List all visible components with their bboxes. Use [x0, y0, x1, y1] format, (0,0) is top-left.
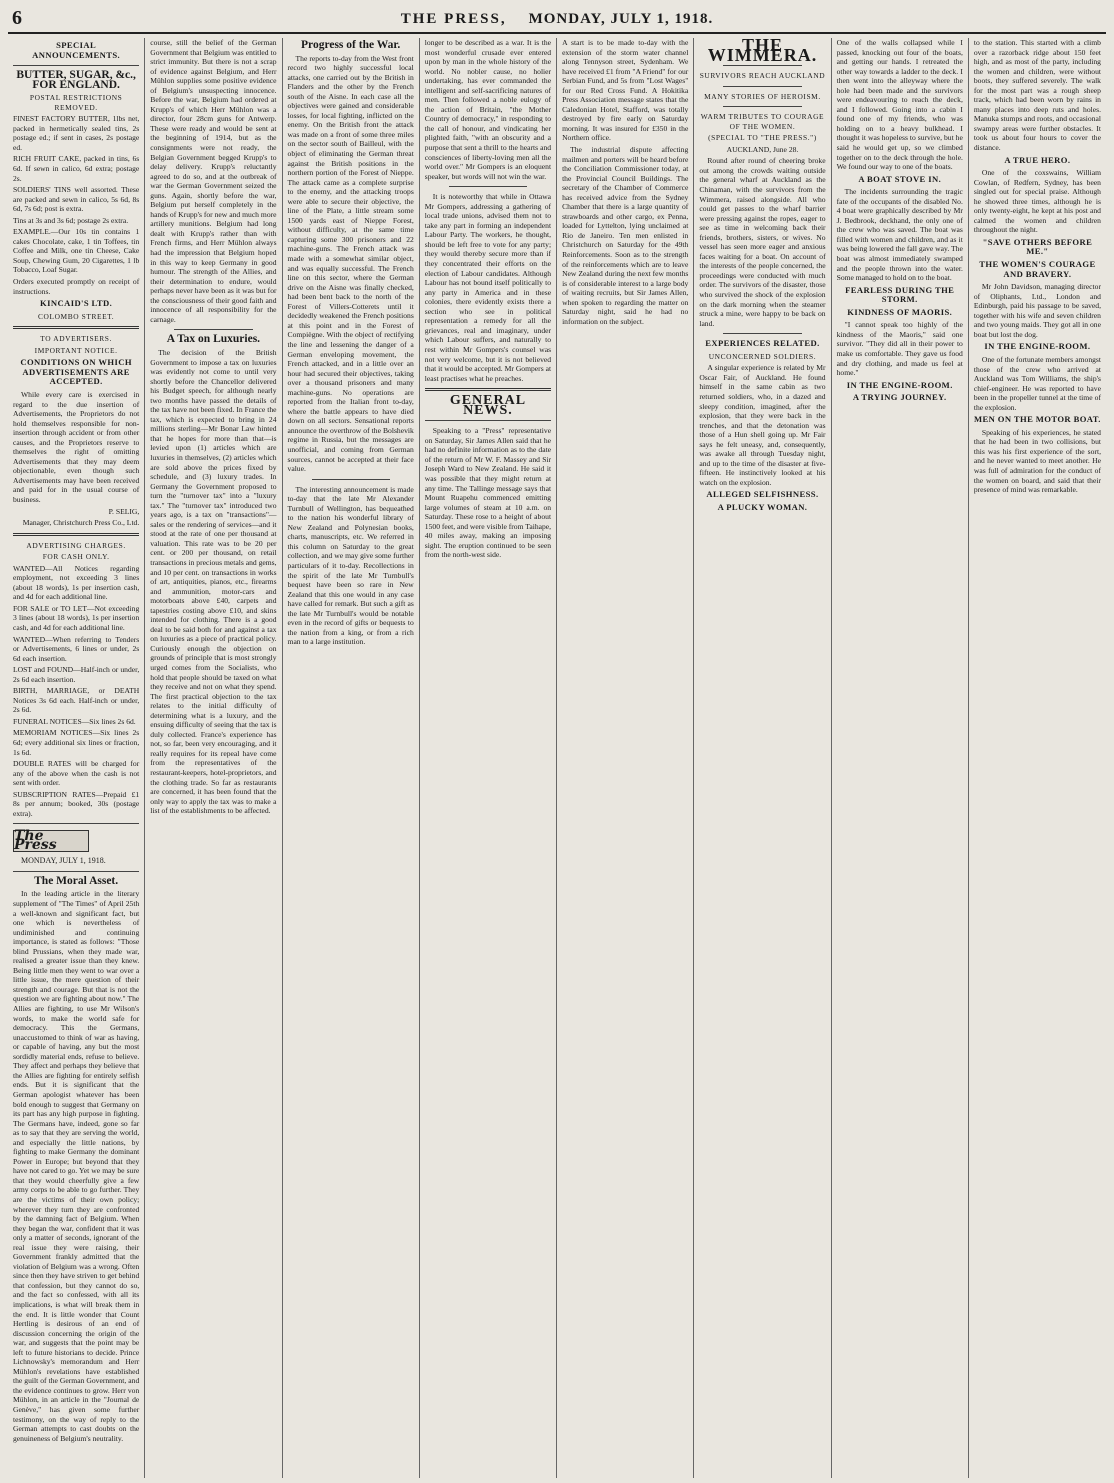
- wimmera-body: Round after round of cheering broke out among the crowds waiting outside the general wharf at Auckland as the Chinaman, with the survivors from the Wimmera, raised alongside. All who could get passes to the wharf barrier were pressing against the ropes, eager to see as time in welcoming back their friends, brothers, sisters, or wives. No vessel has seen more eager and anxious faces waiting for a boat. On account of the interests of the people concerned, the proceedings were conducted with much order. The survivors of the disaster, those who survived the shock of the explosion on the dark morning when the steamer struck a mine, were happy to be back on land.: [699, 156, 826, 328]
- editorial-date: MONDAY, JULY 1, 1918.: [21, 856, 106, 866]
- engine-room-body: One of the fortunate members amongst those of the crew who arrived at Auckland was Tom Williams, the ship's chief-engineer. He was reported to have been in the propeller tunnel at the time of the explosion.: [973, 354, 1101, 412]
- womens-courage-heading: THE WOMEN'S COURAGE AND BRAVERY.: [979, 259, 1096, 279]
- alleged-selfishness-heading: ALLEGED SELFISHNESS.: [706, 489, 819, 500]
- general-news-heading: GENERAL NEWS.: [449, 393, 527, 418]
- boat-stove-heading: A BOAT STOVE IN.: [858, 173, 942, 184]
- divider: [723, 86, 801, 87]
- journey-body: to the station. This started with a climb over a razorback ridge about 150 feet high, and as most of the party, including the women and children, were without boots, they suffered severely. The walk for the most part was a rough sheep track, which had been worn by rains in many places into deep ruts and holes. Manuka stumps and roots, and occasional swampy areas were further obstacles. It took us about four hours to cover the distance.: [973, 38, 1101, 153]
- wimmera-subheading: SURVIVORS REACH AUCKLAND: [699, 71, 826, 81]
- womens-courage-body: Mr John Davidson, managing director of Oliphants, Ltd., London and Edinburgh, paid his passage to be saved, together with his wife and seven children and two young maids. They got all in one boat but lost the dog.: [973, 282, 1101, 339]
- ad-line: RICH FRUIT CAKE, packed in tins, 6s 6d. If sewn in calico, 6d extra; postage 2s.: [13, 154, 140, 183]
- ad-line: SOLDIERS' TINS well assorted. These are packed and sewn in calico, 5s 6d, 8s 6d, 7s 6d; post is extra.: [13, 185, 140, 214]
- divider: [13, 823, 139, 824]
- column-4: [420, 38, 557, 1478]
- charge-line: FUNERAL NOTICES—Six lines 2s 6d.: [13, 716, 136, 726]
- columns-container: [8, 38, 1106, 1478]
- news-item: The industrial dispute affecting mailmen and porters will be heard before the Conciliation Commissioner today, at the Provincial Council Buildings. The secretary of the Chamber of Commerce has received advice from the Sydney Chamber that there is a large quantity of strawboards and other cargo, ex Penna, loaded for Lyttelton, lying unclaimed at Rio de Janeiro. Ten men enlisted in Christchurch on Saturday for the 49th Reinforcements. Soon as to the strength of the reinforcements which are to leave New Zealand during the next few months is of considerable interest to a large body of waiting recruits, but Sir James Allen, when spoken to regarding the matter on Saturday night, said he had no information on the subject.: [562, 145, 689, 326]
- wimmera-subheading: MANY STORIES OF HEROISM.: [704, 91, 821, 101]
- postal-restrictions: POSTAL RESTRICTIONS REMOVED.: [29, 93, 123, 112]
- dateline: AUCKLAND, June 28.: [726, 144, 799, 154]
- divider: [13, 871, 139, 872]
- moral-asset-body: In the leading article in the literary supplement of "The Times" of April 25th a well-known and significant fact, but one which is nevertheless of undiminished and continuing importance, is stated as follows: "Those blind Prussians, when they made war, realised a greater issue than they knew. Being little men they went to war over a little issue, the mere question of their strength and courage. But that is not the question we are fighting about now." The Allies are fighting, to use Mr Wilson's words, to make the world safe for democracy. This the Germans, unaccustomed to think of war as having, or capable of having, any but the most sordidly material ends, refuse to believe. They affect and perhaps they believe that the Allies are fighting for entirely selfish ends. But it is significant that the German apologist whatever has been bold enough to suggest that Germany on its part has any high purpose in fighting. The Germans have, indeed, gone so far as to say that they are serving the world, and especially the little nations, by fighting to make Germany the dominant Power in Europe; but beyond that they have not cared to go. Yet we may be sure that they would cheerfully give a few army corps to be able to go further. They are the victims of their own policy; wherever they turn they are confronted by the damning fact of Belgium. When they began the war, confident that it was only a matter of seconds, ignorant of the real issue they were raising, their Government frankly admitted that the violation of Belgium was a wrong. Often since then they have striven to get behind that confession, but they cannot do so, and the fact so confessed, with all its implications, is what will break them in the end. It is little wonder that Count Hertling is desirous of an end of discussion concerning the origin of the war, and suggests that the point may be left to future historians to decide. Prince Lichnowsky's memorandum and Herr Mühlon's revelations have established the guilt of the German Government, and the evidence continues to grow. Herr von Mühlon, in an article in the "Journal de Genève," has given some further testimony, on the way of reply to the German attempts to cast doubts on the genuineness of Belgium's neutrality.: [13, 889, 140, 1443]
- column-6: [694, 38, 831, 1478]
- general-news-body: Speaking to a "Press" representative on Saturday, Sir James Allen said that he had no definite information as to the date of the return of Mr W. F. Massey and Sir Joseph Ward to New Zealand. He said it was possible that they might return at any time. The Tallinge message says that Mount Ruapehu commenced emitting large volumes of steam at 10 a.m. on Saturday. These rose to a height of about 1500 feet, and were visible from Taihape, 40 miles away, making an imposing sight. The eruption continued to be seen from the north-west side.: [424, 426, 552, 560]
- kincaids-address: COLOMBO STREET.: [38, 311, 115, 321]
- column-5: [557, 38, 694, 1478]
- to-advertisers-heading: TO ADVERTISERS.: [40, 334, 112, 344]
- divider: [13, 65, 139, 66]
- survivor-account: One of the walls collapsed while I passed, knocking out four of the boats, and getting our hands. I retreated the other way towards a ladder to the deck. I then went into the alleyway where the hole had been made and the survivors were endeavouring to reach the deck, and I followed. Going into a cabin I found one of my friends, who was holding on to a heavy bulkhead. I thought it was hopeless to survive, but he said he would get up, so we climbed together on to the deck through the hole. We found our way to one of the boats.: [836, 38, 963, 172]
- moral-asset-heading: The Moral Asset.: [34, 874, 119, 887]
- unconcerned-heading: UNCONCERNED SOLDIERS.: [708, 351, 817, 361]
- charge-line: LOST and FOUND—Half-inch or under, 2s 6d each insertion.: [13, 665, 140, 684]
- save-others-heading: "SAVE OTHERS BEFORE ME.": [982, 236, 1093, 257]
- cash-only-heading: FOR CASH ONLY.: [42, 552, 110, 562]
- engine-room-heading: IN THE ENGINE-ROOM.: [846, 379, 953, 390]
- charge-line: FOR SALE or TO LET—Not exceeding 3 lines (about 18 words), 1s per insertion cash, and 4d for each additional line.: [13, 603, 140, 632]
- ad-line: Tins at 3s and 3s 6d; postage 2s extra.: [13, 215, 129, 225]
- divider: [723, 106, 801, 107]
- interesting-body: The interesting announcement is made to-day that the late Mr Alexander Turnbull of Wellington, has bequeathed to the nation his wonderful library of New Zealand and Polynesian books, charts, manuscripts, etc. We referred in this column on Saturday to the great collection, and we may give some further particulars of it to-day. Recollections in the spirit of the late Mr Turnbull's bequest have been so rare in New Zealand that this one would in any case have called for remark. But such a gift as the late Mr Turnbull's would be notable even in the record of gifts or bequests to the nation from a king, or from a rich man to a large institution.: [287, 484, 414, 647]
- kincaids-name: KINCAID'S LTD.: [40, 298, 113, 309]
- progress-war-body: The reports to-day from the West front record two highly successful local attacks, one carried out by the British in Flanders and the other by the French south of the Aisne. In each case all the objectives were gained and considerable losses, for local fighting, inflicted on the enemy. On the British front the attack was made on a front of some three miles on the sector south of Bailleul, with the object of eliminating the German threat against the British positions in the northern portion of the Forest of Nieppe. The attack came as a complete surprise to the enemy, and the attacking troops were able to secure their objective, the line of the Plate, a little stream some 1500 yards east of Nieppe Forest, without difficulty, at the same time capturing some 300 prisoners and 22 machine-guns. The French attack was made with a somewhat similar object, and was equally successful. The French line on this sector, where the German drive on the Aisne was finally checked, had been bent back to the north of the Forest of Villers-Cotterets until it decidedly weakened the French positions at this point and in the Forest of Compiègne. With the object of rectifying the line and lessening the danger of a German enveloping movement, the French attacked, and in a little over an hour had secured their objectives, taking over a thousand prisoners and many machine-guns. No operations are reported from the Italian front to-day, where the battle appears to have died down on all sectors. Sensational reports announce the overthrow of the Bolshevik regime in Russia, but the messages are unofficial, and coming from German sources, cannot be accepted at their face value.: [287, 53, 414, 474]
- column-8: [969, 38, 1106, 1478]
- issue-date: MONDAY, JULY 1, 1918.: [528, 10, 714, 27]
- divider: [13, 326, 139, 329]
- divider: [723, 333, 801, 334]
- masthead: [8, 6, 1106, 34]
- conditions-body: While every care is exercised in regard to the due insertion of Advertisements, the Proprietors do not hold themselves responsible for non-insertion through accident or from other causes, and the Proprietors reserve to themselves the right of omitting Advertisements that they may deem objectionable, even though such Advertisements may have been received and paid for in the usual course of business.: [13, 389, 140, 504]
- column-3: [283, 38, 420, 1478]
- paper-logo-block: [13, 827, 139, 854]
- important-notice-heading: IMPORTANT NOTICE.: [34, 345, 118, 355]
- article-continuation: course, still the belief of the German Government that Belgium was entitled to strict immunity. But there is not a scrap of evidence against Belgium, and Herr Mühlon supplies some positive evidence of Belgium's unsuspecting innocence. Before the war, Belgium had ordered at Krupp's of which Herr Mühlon was a director, four 28cm guns for Antwerp. These were ready and would be sent at the beginning of 1914, but as the consignments were not ready, the Belgian Government begged Krupp's to delay delivery. Krupp's reluctantly agreed to do so, and at the outbreak of war the German Government seized the guns. Again, shortly before the war, Belgium put herself completely in the hands of Krupp's for new and much more artillery munitions. Belgium had long dealt with Krupp's rather than with French firms, and Herr Mühlon always had the impression that Belgium hoped in this way to keep Germany in good humour. The strength of the Allies, and their determination to endure, would perhaps never have been as it was but for the consciousness of their good faith and innocence of all responsibility for the carnage.: [150, 38, 277, 324]
- plucky-woman-heading: A PLUCKY WOMAN.: [717, 501, 808, 512]
- signoff-title: Manager, Christchurch Press Co., Ltd.: [22, 518, 140, 528]
- column-7: [832, 38, 969, 1478]
- divider: [723, 65, 801, 66]
- advertising-charges-heading: ADVERTISING CHARGES.: [26, 540, 126, 550]
- charge-line: SUBSCRIPTION RATES—Prepaid £1 8s per annum; booked, 30s (postage extra).: [13, 789, 140, 818]
- ad-line: FINEST FACTORY BUTTER, 1lbs net, packed in hermetically sealed tins, 2s postage ed.; if sent in cases, 2s postage ed.: [13, 114, 140, 152]
- experiences-body: A singular experience is related by Mr Oscar Fair, of Auckland. He found himself in the same cabin as two returned soldiers, who, in a dazed and sleepy condition, imagined, after the explosion, that they were back in the trenches, and that the detonation was those of a Hun shell going up. Mr Fair says he felt uneasy, and, consequently, was awake all through Tuesday night, and up to the time of the disaster at five-fifteen. He instinctively looked at his watch on the explosion.: [699, 363, 826, 487]
- wimmera-heading: THE WIMMERA.: [707, 38, 818, 65]
- divider: [425, 388, 551, 391]
- conditions-heading: CONDITIONS ON WHICH ADVERTISEMENTS ARE ACCEPTED.: [20, 357, 132, 387]
- charge-line: MEMORIAM NOTICES—Six lines 2s 6d; every additional six lines or fraction, 1s 6d.: [13, 728, 140, 757]
- signoff-name: P. SELIG,: [108, 506, 140, 516]
- divider: [425, 420, 551, 421]
- divider: [449, 186, 527, 187]
- special-announcements-heading: SPECIAL ANNOUNCEMENTS.: [32, 40, 121, 60]
- ad-line: Orders executed promptly on receipt of instructions.: [13, 277, 140, 296]
- true-hero-body: One of the coxswains, William Cowlan, of Redfern, Sydney, has been singled out for special praise. Although he showed three times, although he is only twenty-eight, he kept at his post and calmed the women and children throughout the night.: [973, 168, 1101, 235]
- gompers-body: longer to be described as a war. It is the most wonderful crusade ever entered upon by man in the whole history of the world. No nobler cause, no holier undertaking, has ever commanded the intelligent and self-sacrificing natures of men. Then followed a noble eulogy of the action of Britain, "the Mother Country of democracy," in responding to the call of honour, and vindicating her plighted faith, "with an obscurity and a purpose that sent a thrill to the hearts and consciences of liberty-loving men all the world over." Mr Gompers is an eloquent speaker, but words will not win the war.: [424, 38, 552, 181]
- press-logo: The Press: [13, 830, 89, 852]
- kindness-heading: KINDNESS OF MAORIS.: [847, 306, 953, 317]
- divider: [13, 533, 139, 536]
- charge-line: WANTED—When referring to Tenders or Advertisements, 6 lines or under, 2s 6d each insertion.: [13, 634, 140, 663]
- labour-body: It is noteworthy that while in Ottawa Mr Gompers, addressing a gathering of local trade unions, advised them not to take any part in forming an independent Labour Party. The workers, he thought, should be left free to vote for any party; they would thereby secure more than if they concentrated their efforts on the election of Labour candidates. Although Labour has not bound itself politically to any party in America and in these colonies, there evidently exists there a section who see in political representation a remedy for all the grievances, real and imaginary, under which Labour suffers, and naturally to rest within Mr Gompers's counsel was not very welcome, but it is not believed that it would be accepted. Mr Gompers at least practises what he preaches.: [424, 192, 552, 383]
- engine-room-heading: IN THE ENGINE-ROOM.: [984, 341, 1091, 352]
- progress-war-heading: Progress of the War.: [301, 39, 401, 51]
- boat-stove-body: The incidents surrounding the tragic fate of the occupants of the disabled No. 4 boat were graphically described by Mr J. Bedbrook, deckhand, the only one of the crew who was saved. The boat was filled with women and children, and as it was being lowered the fall gave way. The boat was almost immediately swamped and the people thrown into the water. Some managed to hold on to the boat.: [836, 187, 963, 283]
- page-number: 6: [12, 7, 22, 29]
- paper-name: THE PRESS,: [400, 10, 507, 27]
- kindness-body: "I cannot speak too highly of the kindness of the Maoris," said one survivor. "They did all in their power to make us comfortable. They gave us food and dry clothing, and made us feel at home.": [836, 320, 963, 378]
- trying-journey-heading: A TRYING JOURNEY.: [852, 392, 947, 403]
- fearless-heading: FEARLESS DURING THE STORM.: [845, 284, 955, 305]
- wimmera-subheading: WARM TRIBUTES TO COURAGE OF THE WOMEN.: [700, 112, 825, 131]
- experiences-heading: EXPERIENCES RELATED.: [705, 338, 820, 349]
- charge-line: BIRTH, MARRIAGE, or DEATH Notices 3s 6d each. Half-inch or under, 2s 6d.: [13, 686, 140, 715]
- tax-luxuries-heading: A Tax on Luxuries.: [166, 333, 261, 346]
- divider: [312, 479, 390, 480]
- true-hero-heading: A TRUE HERO.: [1004, 154, 1071, 165]
- column-2: [145, 38, 282, 1478]
- charge-line: DOUBLE RATES will be charged for any of the above when the cash is not sent with order.: [13, 759, 140, 788]
- men-motor-boat-heading: MEN ON THE MOTOR BOAT.: [974, 414, 1101, 425]
- column-1: [8, 38, 145, 1478]
- butter-ad-title: BUTTER, SUGAR, &c., FOR ENGLAND.: [16, 69, 136, 91]
- divider: [174, 329, 252, 330]
- men-motor-boat-body: Speaking of his experiences, he stated that he had been in two collisions, but this was his first experience of the sort, and he never wanted to meet another. He was full of admiration for the conduct of the women on board, and said that their presence of mind was remarkable.: [973, 427, 1101, 495]
- tax-luxuries-body: The decision of the British Government to impose a tax on luxuries was evidently not come to until very shortly before the Chancellor delivered his Budget speech, for although nearly two months have passed the details of the tax have not been fixed. In France the tax, which is expected to bring in 24 millions sterling—Mr Bonar Law hinted that he hopes for more than that—is levied upon (1) articles which are luxuries in themselves, (2) articles which are sold above the prices fixed by schedule, and (3) luxury trades. In Germany the Government proposed to turn the "turnover tax" into a "luxury tax." The "turnover tax" introduced two years ago, is a tax on "transactions"—sales or the rendering of services—and it stood at the rate of one per thousand at valuation. This rate was to be 20 per cent. or 200 per thousand, on retail transactions in precious metals and gems, and 10 per cent. on transactions in works of art, antiquities, pianos, etc., firearms and ammunition, motor-cars and motorboats above £40, carpets and tapestries costing above £10, and skins intended for clothing. There is a good deal to be said both for and against a tax on luxuries as a piece of practical policy. Curiously enough the objection on grounds of principle that is most strongly urged comes from the Socialists, who hold that people should be taxed on what they receive and not on what they spend. The first practical objection to the tax relates to the initial difficulty of determining what is a luxury, and the ensuing difficulty of seeing that the tax is duly collected. France's experience has not, so far, been very encouraging, and it really requires for its repeal have come from the representatives of the restaurant-keepers, hotel-proprietors, and the clothing trade. So far as restaurants are concerned, it has been found that the only way to apply the tax was to make a list of the establishments to be affected.: [150, 347, 277, 816]
- ad-line: EXAMPLE.—Our 10s tin contains 1 cakes Chocolate, cake, 1 tin Toffees, tin Coffee and Milk, one tin Cheese, Cake Soup, Chewing Gum, 20 Cigarettes, 1 lb Tobacco, Loaf Sugar.: [13, 227, 140, 275]
- news-item: A start is to be made to-day with the extension of the storm water channel along Tennyson street, Sydenham. We have received £1 from "A Friend" for our Serbian Fund, and 5s from "Lost Wages" for our Red Cross Fund. A Hokitika Press Association message states that the Caledonian Hotel, Stafford, was totally destroyed by fire early on Saturday morning. It was insured for £350 in the Northern office.: [562, 38, 689, 143]
- charge-line: WANTED—All Notices regarding employment, not exceeding 3 lines (about 18 words), 1s per insertion cash, and 4d for each additional line.: [13, 563, 140, 602]
- special-note: (SPECIAL TO "THE PRESS."): [708, 133, 817, 143]
